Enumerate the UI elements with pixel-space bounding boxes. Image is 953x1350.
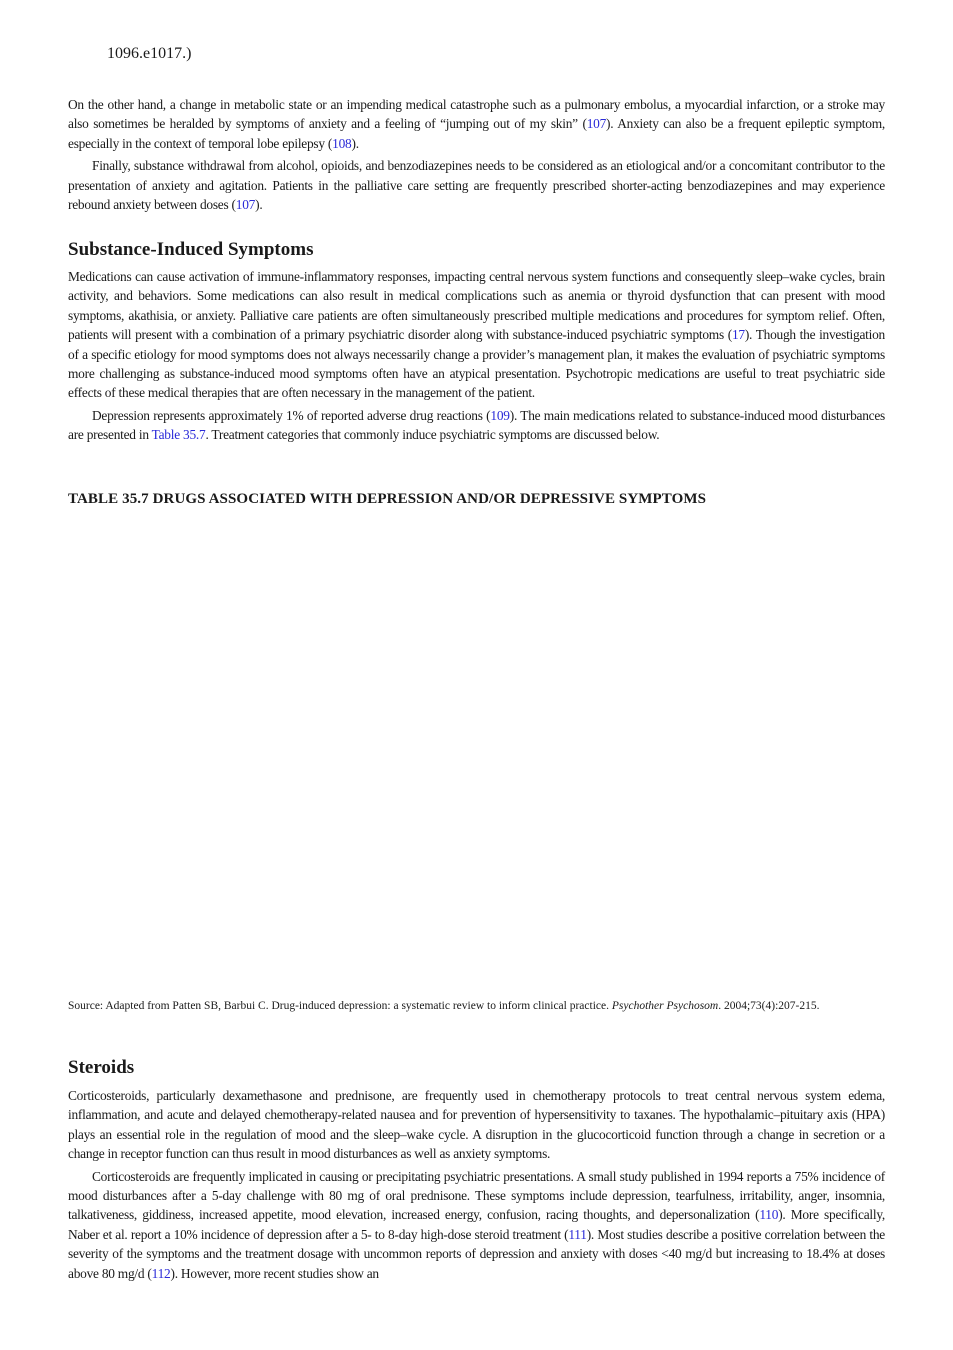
citation-link[interactable]: 112 [151,1265,171,1281]
paragraph-depression-adverse: Depression represents approximately 1% of reported adverse drug reactions (109). The main medications related to substance-induced mood disturbances are presented in Table 35.7. Treatment categories that commonly induce psychiatric symptoms are discussed below. [68,407,886,443]
steroids-section [68,1086,885,1283]
table-link[interactable]: Table 35.7 [151,427,206,443]
citation-link[interactable]: 107 [586,116,607,132]
paragraph-anxiety-medical: On the other hand, a change in metabolic state or an impending medical catastrophe such as a pulmonary embolus, a myocardial infarction, or a stroke may also sometimes be heralded by symptoms of anxiety and a feeling of “jumping out of my skin” (107). Anxiety can also be a frequent epileptic symptom, especially in the context of temporal lobe epilepsy (108). [68,97,885,151]
citation-link[interactable]: 17 [731,327,745,343]
reference-continuation: 1096.e1017.) [107,45,192,62]
section-heading-substance-induced: Substance-Induced Symptoms [68,239,314,260]
intro-section [68,95,885,214]
citation-link[interactable]: 108 [332,135,352,151]
citation-link[interactable]: 110 [759,1207,779,1223]
citation-link[interactable]: 109 [490,407,510,423]
table-area [68,520,885,990]
substance-section [68,267,885,445]
section-heading-steroids: Steroids [68,1057,135,1078]
table-source-note: Source: Adapted from Patten SB, Barbui C. Drug-induced depression: a systematic review to inform clinical practice. Psychother Psychosom. 2004;73(4):207-215. [68,1000,820,1012]
paragraph-medications-activation: Medications can cause activation of immune-inflammatory responses, impacting central nervous system functions and consequently sleep–wake cycles, brain activity, and behaviors. Some medications can also result in medical complications such as anemia or thyroid dysfunction that can present with mood symptoms, akathisia, or anxiety. Palliative care patients are often simultaneously prescribed multiple medications and procedures for symptom relief. Often, patients will present with a combination of a primary psychiatric disorder along with substance-induced psychiatric symptoms (17). Though the investigation of a specific etiology for mood symptoms does not always necessarily change a provider’s management plan, it makes the evaluation of psychiatric symptoms more challenging as substance-induced mood symptoms often have an atypical presentation. Psychotropic medications are useful to treat psychiatric side effects of these medical therapies that are often necessary in the management of the patient. [68,269,885,401]
citation-link[interactable]: 107 [235,197,256,213]
paragraph-withdrawal: Finally, substance withdrawal from alcohol, opioids, and benzodiazepines needs to be considered as an etiological and/or a concomitant contributor to the presentation of anxiety and agitation. Patients in the palliative care setting are frequently prescribed shorter-acting benzodiazepines and may experience rebound anxiety between doses (107). [68,158,885,213]
table-title: TABLE 35.7 DRUGS ASSOCIATED WITH DEPRESSION AND/OR DEPRESSIVE SYMPTOMS [68,491,707,507]
paragraph-corticosteroids-psychiatric: Corticosteroids are frequently implicated in causing or precipitating psychiatric presentations. A small study published in 1994 reports a 75% incidence of mood disturbances after a 5-day challenge with 80 mg of oral prednisone. These symptoms include depression, tearfulness, irritability, anger, insomnia, talkativeness, giddiness, increased appetite, mood elevation, increased energy, confusion, racing thoughts, and depersonalization (110). More specifically, Naber et al. report a 10% incidence of depression after a 5- to 8-day high-dose steroid treatment (111). Most studies describe a positive correlation between the severity of the symptoms and the treatment dosage with uncommon reports of depression and anxiety with doses <40 mg/d but increasing to 18.4% at doses above 80 mg/d (112). However, more recent studies show an [68,1168,885,1281]
citation-link[interactable]: 111 [568,1226,587,1242]
paragraph-corticosteroids-usage: Corticosteroids, particularly dexamethasone and prednisone, are frequently used in chemotherapy protocols to treat central nervous system edema, inflammation, and acute and delayed chemotherapy-related nausea and for prevention of hypersensitivity to taxanes. The hypothalamic–pituitary axis (HPA) plays an essential role in the regulation of mood and the sleep–wake cycle. A disruption in the glucocorticoid function through a change in secretion or a change in receptor function can thus result in mood disturbances as well as anxiety symptoms. [68,1088,885,1162]
